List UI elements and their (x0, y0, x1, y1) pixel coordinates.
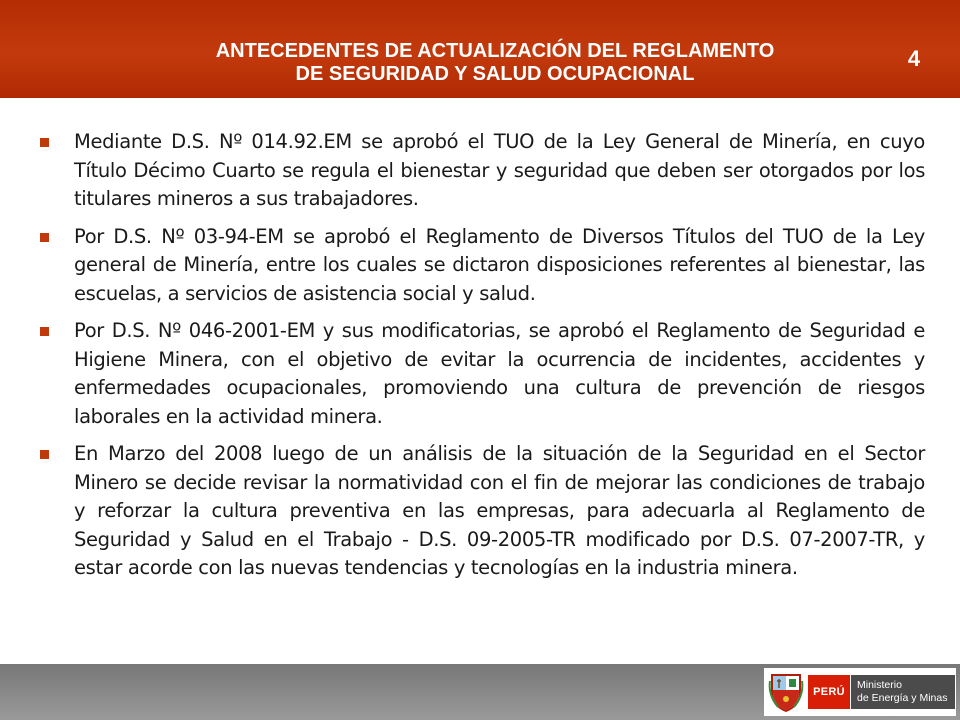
ministry-name-line-2: de Energía y Minas (857, 692, 948, 704)
list-item-text: En Marzo del 2008 luego de un análisis de la situación de la Seguridad en el Sector Minero se decide revisar la normatividad con el fin de mejorar las condiciones de trabajo y reforzar la cultura preventiva en las empresas, para adecuarla al Reglamento de Seguridad y Salud en el Trabajo - D.S. 09-2005-TR modificado por D.S. 07-2007-TR, y estar acorde con las nuevas tendencias y tecnologías en la industria minera. (74, 442, 925, 579)
square-bullet-icon (40, 233, 49, 242)
list-item (40, 223, 925, 309)
list-item-text: Por D.S. Nº 03-94-EM se aprobó el Reglamento de Diversos Títulos del TUO de la Ley general de Minería, entre los cuales se dictaron disposiciones referentes al bienestar, las escuelas, a servicios de asistencia social y salud. (74, 224, 925, 305)
square-bullet-icon (40, 450, 49, 459)
slide-title (100, 40, 890, 86)
list-item (40, 128, 925, 214)
page-number: 4 (907, 46, 921, 71)
list-item-text: Por D.S. Nº 046-2001-EM y sus modificatorias, se aprobó el Reglamento de Seguridad e Higiene Minera, con el objetivo de evitar la ocurrencia de incidentes, accidentes y enfermedades ocupacionales, promoviendo una cultura de prevención de riesgos laborales en la actividad minera. (74, 319, 925, 428)
list-item (40, 440, 925, 583)
peru-badge: PERÚ (808, 675, 850, 709)
bullet-list (40, 128, 925, 592)
square-bullet-icon (40, 138, 49, 147)
square-bullet-icon (40, 327, 49, 336)
coat-of-arms-icon (768, 671, 804, 713)
slide-title-line-2: DE SEGURIDAD Y SALUD OCUPACIONAL (295, 63, 695, 85)
list-item-text: Mediante D.S. Nº 014.92.EM se aprobó el TUO de la Ley General de Minería, en cuyo Título Décimo Cuarto se regula el bienestar y seguridad que deben ser otorgados por los titulares mineros a sus trabajadores. (74, 130, 925, 210)
slide-title-line-1: ANTECEDENTES DE ACTUALIZACIÓN DEL REGLAMENTO (215, 40, 775, 62)
ministry-name-line-1: Ministerio (857, 679, 902, 691)
ministry-name-badge (851, 675, 955, 709)
list-item (40, 317, 925, 431)
slide-header (0, 0, 960, 98)
